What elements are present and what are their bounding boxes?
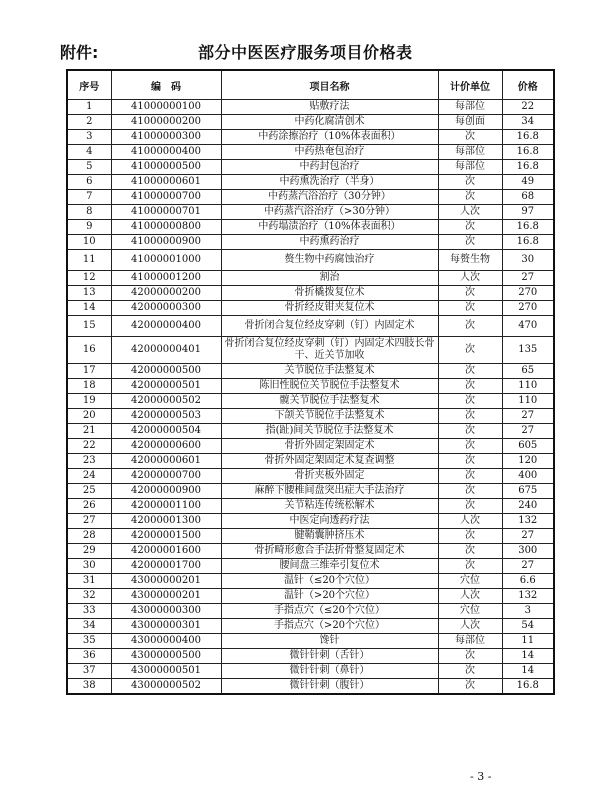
cell-name: 中药封包治疗 bbox=[221, 160, 438, 175]
cell-price: 16.8 bbox=[502, 235, 554, 250]
cell-code: 42000001700 bbox=[111, 559, 221, 574]
cell-price: 16.8 bbox=[502, 679, 554, 695]
cell-price: 135 bbox=[502, 337, 554, 364]
cell-code: 43000000400 bbox=[111, 634, 221, 649]
cell-name: 关节粘连传统松解术 bbox=[221, 499, 438, 514]
cell-price: 132 bbox=[502, 589, 554, 604]
cell-name: 中药熏洗治疗（半身） bbox=[221, 175, 438, 190]
cell-unit: 次 bbox=[438, 439, 502, 454]
cell-code: 41000000900 bbox=[111, 235, 221, 250]
cell-unit: 次 bbox=[438, 301, 502, 316]
cell-no: 35 bbox=[67, 634, 111, 649]
cell-code: 42000001100 bbox=[111, 499, 221, 514]
cell-unit: 次 bbox=[438, 559, 502, 574]
cell-unit: 次 bbox=[438, 364, 502, 379]
cell-unit: 每部位 bbox=[438, 160, 502, 175]
cell-no: 8 bbox=[67, 205, 111, 220]
page-number: - 3 - bbox=[470, 770, 492, 783]
cell-price: 14 bbox=[502, 649, 554, 664]
cell-unit: 人次 bbox=[438, 589, 502, 604]
cell-no: 10 bbox=[67, 235, 111, 250]
cell-code: 42000000504 bbox=[111, 424, 221, 439]
cell-no: 5 bbox=[67, 160, 111, 175]
cell-price: 300 bbox=[502, 544, 554, 559]
cell-no: 18 bbox=[67, 379, 111, 394]
cell-price: 27 bbox=[502, 424, 554, 439]
cell-unit: 次 bbox=[438, 235, 502, 250]
cell-unit: 次 bbox=[438, 394, 502, 409]
cell-unit: 次 bbox=[438, 130, 502, 145]
cell-unit: 次 bbox=[438, 649, 502, 664]
cell-name: 骨折夹板外固定 bbox=[221, 469, 438, 484]
cell-price: 49 bbox=[502, 175, 554, 190]
cell-no: 36 bbox=[67, 649, 111, 664]
cell-price: 16.8 bbox=[502, 220, 554, 235]
cell-no: 7 bbox=[67, 190, 111, 205]
cell-price: 22 bbox=[502, 100, 554, 115]
table-row bbox=[67, 286, 554, 301]
cell-name: 骨折经皮钳夹复位术 bbox=[221, 301, 438, 316]
cell-no: 3 bbox=[67, 130, 111, 145]
cell-price: 27 bbox=[502, 529, 554, 544]
cell-name: 手指点穴（>20个穴位） bbox=[221, 619, 438, 634]
cell-unit: 人次 bbox=[438, 205, 502, 220]
cell-price: 3 bbox=[502, 604, 554, 619]
table-row bbox=[67, 439, 554, 454]
cell-name: 骨折橇拨复位术 bbox=[221, 286, 438, 301]
cell-name: 下颌关节脱位手法整复术 bbox=[221, 409, 438, 424]
table-row bbox=[67, 190, 554, 205]
cell-code: 42000000502 bbox=[111, 394, 221, 409]
cell-no: 26 bbox=[67, 499, 111, 514]
cell-unit: 次 bbox=[438, 529, 502, 544]
cell-unit: 次 bbox=[438, 337, 502, 364]
table-row bbox=[67, 271, 554, 286]
table-row bbox=[67, 424, 554, 439]
cell-no: 31 bbox=[67, 574, 111, 589]
cell-unit: 次 bbox=[438, 484, 502, 499]
table-row bbox=[67, 364, 554, 379]
cell-code: 41000000200 bbox=[111, 115, 221, 130]
cell-no: 4 bbox=[67, 145, 111, 160]
table-row bbox=[67, 454, 554, 469]
cell-code: 42000000501 bbox=[111, 379, 221, 394]
cell-no: 34 bbox=[67, 619, 111, 634]
cell-code: 41000001000 bbox=[111, 250, 221, 271]
cell-code: 43000000501 bbox=[111, 664, 221, 679]
column-header-price: 价格 bbox=[502, 70, 554, 100]
cell-no: 15 bbox=[67, 316, 111, 337]
cell-unit: 人次 bbox=[438, 514, 502, 529]
cell-price: 14 bbox=[502, 664, 554, 679]
table-row bbox=[67, 205, 554, 220]
cell-price: 132 bbox=[502, 514, 554, 529]
table-row bbox=[67, 250, 554, 271]
table-row bbox=[67, 235, 554, 250]
cell-unit: 次 bbox=[438, 544, 502, 559]
cell-price: 27 bbox=[502, 409, 554, 424]
table-row bbox=[67, 145, 554, 160]
cell-no: 20 bbox=[67, 409, 111, 424]
cell-code: 41000000701 bbox=[111, 205, 221, 220]
cell-price: 16.8 bbox=[502, 130, 554, 145]
cell-code: 43000000300 bbox=[111, 604, 221, 619]
cell-price: 68 bbox=[502, 190, 554, 205]
cell-no: 38 bbox=[67, 679, 111, 695]
table-row bbox=[67, 160, 554, 175]
cell-unit: 次 bbox=[438, 190, 502, 205]
table-row bbox=[67, 529, 554, 544]
cell-no: 28 bbox=[67, 529, 111, 544]
cell-no: 24 bbox=[67, 469, 111, 484]
table-header-row bbox=[67, 70, 554, 100]
table-row bbox=[67, 175, 554, 190]
cell-unit: 次 bbox=[438, 175, 502, 190]
table-row bbox=[67, 514, 554, 529]
table-row bbox=[67, 220, 554, 235]
cell-name: 中药熏药治疗 bbox=[221, 235, 438, 250]
cell-name: 关节脱位手法整复术 bbox=[221, 364, 438, 379]
cell-name: 微针针刺（舌针） bbox=[221, 649, 438, 664]
cell-name: 髋关节脱位手法整复术 bbox=[221, 394, 438, 409]
cell-name: 腱鞘囊肿挤压术 bbox=[221, 529, 438, 544]
cell-no: 14 bbox=[67, 301, 111, 316]
cell-name: 中药蒸汽浴治疗（>30分钟） bbox=[221, 205, 438, 220]
cell-price: 11 bbox=[502, 634, 554, 649]
cell-code: 42000000503 bbox=[111, 409, 221, 424]
cell-name: 手指点穴（≤20个穴位） bbox=[221, 604, 438, 619]
cell-code: 42000000200 bbox=[111, 286, 221, 301]
cell-price: 34 bbox=[502, 115, 554, 130]
cell-unit: 次 bbox=[438, 424, 502, 439]
cell-price: 270 bbox=[502, 301, 554, 316]
cell-price: 605 bbox=[502, 439, 554, 454]
cell-code: 43000000500 bbox=[111, 649, 221, 664]
cell-unit: 次 bbox=[438, 286, 502, 301]
cell-code: 43000000201 bbox=[111, 589, 221, 604]
cell-no: 32 bbox=[67, 589, 111, 604]
cell-price: 675 bbox=[502, 484, 554, 499]
cell-name: 麻醉下腰椎间盘突出症大手法治疗 bbox=[221, 484, 438, 499]
table-body bbox=[67, 100, 554, 695]
cell-name: 陈旧性脱位关节脱位手法整复术 bbox=[221, 379, 438, 394]
cell-price: 110 bbox=[502, 394, 554, 409]
cell-no: 27 bbox=[67, 514, 111, 529]
cell-code: 42000000500 bbox=[111, 364, 221, 379]
cell-no: 17 bbox=[67, 364, 111, 379]
cell-name: 微针针刺（腹针） bbox=[221, 679, 438, 695]
cell-no: 33 bbox=[67, 604, 111, 619]
cell-price: 97 bbox=[502, 205, 554, 220]
cell-code: 42000000700 bbox=[111, 469, 221, 484]
table-row bbox=[67, 484, 554, 499]
table-row bbox=[67, 589, 554, 604]
cell-no: 25 bbox=[67, 484, 111, 499]
cell-code: 43000000301 bbox=[111, 619, 221, 634]
cell-name: 赘生物中药腐蚀治疗 bbox=[221, 250, 438, 271]
cell-unit: 穴位 bbox=[438, 604, 502, 619]
cell-no: 37 bbox=[67, 664, 111, 679]
cell-name: 骨折畸形愈合手法折骨整复固定术 bbox=[221, 544, 438, 559]
cell-name: 骨折外固定架固定术 bbox=[221, 439, 438, 454]
table-row bbox=[67, 316, 554, 337]
cell-code: 41000000800 bbox=[111, 220, 221, 235]
table-row bbox=[67, 679, 554, 695]
table-row bbox=[67, 604, 554, 619]
cell-name: 骨折闭合复位经皮穿刺（钉）内固定术四肢长骨干、近关节加收 bbox=[221, 337, 438, 364]
table-row bbox=[67, 100, 554, 115]
cell-name: 温针（>20个穴位） bbox=[221, 589, 438, 604]
cell-name: 中药热奄包治疗 bbox=[221, 145, 438, 160]
cell-name: 温针（≤20个穴位） bbox=[221, 574, 438, 589]
cell-name: 骨折闭合复位经皮穿刺（钉）内固定术 bbox=[221, 316, 438, 337]
cell-code: 42000001300 bbox=[111, 514, 221, 529]
cell-code: 42000000601 bbox=[111, 454, 221, 469]
table-row bbox=[67, 379, 554, 394]
table-row bbox=[67, 337, 554, 364]
cell-no: 9 bbox=[67, 220, 111, 235]
attachment-label: 附件: bbox=[60, 43, 99, 62]
table-row bbox=[67, 664, 554, 679]
cell-unit: 次 bbox=[438, 454, 502, 469]
cell-no: 6 bbox=[67, 175, 111, 190]
cell-price: 16.8 bbox=[502, 160, 554, 175]
cell-unit: 次 bbox=[438, 379, 502, 394]
cell-code: 42000000900 bbox=[111, 484, 221, 499]
cell-name: 中药化腐清创术 bbox=[221, 115, 438, 130]
cell-price: 400 bbox=[502, 469, 554, 484]
cell-name: 腰间盘三维牵引复位术 bbox=[221, 559, 438, 574]
cell-name: 中药塌渍治疗（10%体表面积） bbox=[221, 220, 438, 235]
table-row bbox=[67, 301, 554, 316]
cell-unit: 次 bbox=[438, 499, 502, 514]
cell-code: 43000000201 bbox=[111, 574, 221, 589]
cell-code: 42000000300 bbox=[111, 301, 221, 316]
cell-code: 41000000601 bbox=[111, 175, 221, 190]
table-row bbox=[67, 619, 554, 634]
cell-unit: 每创面 bbox=[438, 115, 502, 130]
cell-no: 23 bbox=[67, 454, 111, 469]
cell-name: 馋针 bbox=[221, 634, 438, 649]
cell-unit: 每部位 bbox=[438, 145, 502, 160]
cell-code: 41000000300 bbox=[111, 130, 221, 145]
table-row bbox=[67, 559, 554, 574]
cell-price: 65 bbox=[502, 364, 554, 379]
cell-unit: 穴位 bbox=[438, 574, 502, 589]
cell-code: 42000001600 bbox=[111, 544, 221, 559]
cell-unit: 次 bbox=[438, 679, 502, 695]
column-header-name: 项目名称 bbox=[221, 70, 438, 100]
cell-unit: 次 bbox=[438, 220, 502, 235]
column-header-unit: 计价单位 bbox=[438, 70, 502, 100]
cell-unit: 次 bbox=[438, 664, 502, 679]
cell-no: 16 bbox=[67, 337, 111, 364]
table-row bbox=[67, 649, 554, 664]
cell-unit: 每部位 bbox=[438, 100, 502, 115]
cell-name: 中药蒸汽浴治疗（30分钟） bbox=[221, 190, 438, 205]
cell-unit: 人次 bbox=[438, 619, 502, 634]
cell-code: 41000000700 bbox=[111, 190, 221, 205]
cell-name: 割治 bbox=[221, 271, 438, 286]
table-row bbox=[67, 130, 554, 145]
cell-price: 54 bbox=[502, 619, 554, 634]
cell-name: 微针针刺（鼻针） bbox=[221, 664, 438, 679]
cell-unit: 次 bbox=[438, 409, 502, 424]
cell-price: 30 bbox=[502, 250, 554, 271]
cell-code: 41000000100 bbox=[111, 100, 221, 115]
price-table bbox=[66, 69, 555, 695]
cell-price: 240 bbox=[502, 499, 554, 514]
cell-no: 11 bbox=[67, 250, 111, 271]
cell-unit: 每部位 bbox=[438, 634, 502, 649]
cell-price: 270 bbox=[502, 286, 554, 301]
cell-no: 22 bbox=[67, 439, 111, 454]
cell-no: 1 bbox=[67, 100, 111, 115]
cell-code: 42000000600 bbox=[111, 439, 221, 454]
cell-price: 120 bbox=[502, 454, 554, 469]
table-row bbox=[67, 469, 554, 484]
cell-name: 骨折外固定架固定术复查调整 bbox=[221, 454, 438, 469]
cell-code: 43000000502 bbox=[111, 679, 221, 695]
column-header-code: 编 码 bbox=[111, 70, 221, 100]
table-row bbox=[67, 544, 554, 559]
cell-unit: 每赘生物 bbox=[438, 250, 502, 271]
cell-name: 指(趾)间关节脱位手法整复术 bbox=[221, 424, 438, 439]
cell-no: 19 bbox=[67, 394, 111, 409]
cell-price: 27 bbox=[502, 271, 554, 286]
cell-price: 27 bbox=[502, 559, 554, 574]
cell-code: 42000000401 bbox=[111, 337, 221, 364]
cell-unit: 人次 bbox=[438, 271, 502, 286]
cell-no: 13 bbox=[67, 286, 111, 301]
cell-unit: 次 bbox=[438, 316, 502, 337]
cell-name: 贴敷疗法 bbox=[221, 100, 438, 115]
cell-no: 29 bbox=[67, 544, 111, 559]
column-header-no: 序号 bbox=[67, 70, 111, 100]
table-row bbox=[67, 115, 554, 130]
cell-name: 中药涂擦治疗（10%体表面积） bbox=[221, 130, 438, 145]
cell-unit: 次 bbox=[438, 469, 502, 484]
table-row bbox=[67, 394, 554, 409]
cell-code: 41000000500 bbox=[111, 160, 221, 175]
table-row bbox=[67, 634, 554, 649]
cell-code: 42000001500 bbox=[111, 529, 221, 544]
cell-code: 41000000400 bbox=[111, 145, 221, 160]
cell-code: 42000000400 bbox=[111, 316, 221, 337]
page-header bbox=[50, 34, 570, 64]
table-row bbox=[67, 499, 554, 514]
table-row bbox=[67, 409, 554, 424]
cell-no: 30 bbox=[67, 559, 111, 574]
cell-no: 21 bbox=[67, 424, 111, 439]
cell-code: 41000001200 bbox=[111, 271, 221, 286]
cell-price: 110 bbox=[502, 379, 554, 394]
cell-no: 12 bbox=[67, 271, 111, 286]
page-title: 部分中医医疗服务项目价格表 bbox=[198, 43, 413, 62]
cell-price: 16.8 bbox=[502, 145, 554, 160]
cell-no: 2 bbox=[67, 115, 111, 130]
cell-price: 6.6 bbox=[502, 574, 554, 589]
cell-price: 470 bbox=[502, 316, 554, 337]
cell-name: 中医定向透药疗法 bbox=[221, 514, 438, 529]
table-row bbox=[67, 574, 554, 589]
